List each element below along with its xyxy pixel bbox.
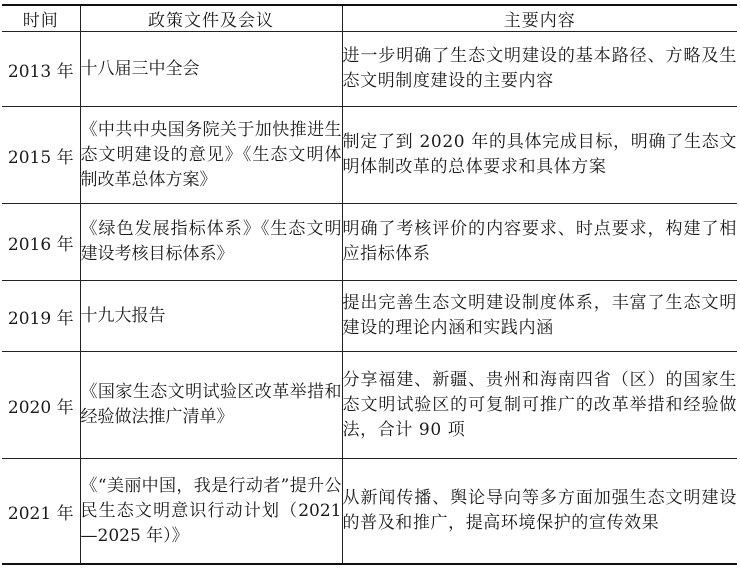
- row-policy-document: 十九大报告: [80, 281, 342, 352]
- header-main-content: 主要内容: [342, 5, 737, 32]
- table-header-row: [2, 5, 737, 32]
- header-year: 时间: [2, 5, 80, 32]
- policy-table: [2, 4, 737, 565]
- row-main-content: 制定了到 2020 年的具体完成目标，明确了生态文明体制改革的总体要求和具体方案: [342, 107, 737, 204]
- row-policy-document: 《中共中央国务院关于加快推进生态文明建设的意见》《生态文明体制改革总体方案》: [80, 107, 342, 204]
- table-row: [2, 204, 737, 281]
- row-main-content: 分享福建、新疆、贵州和海南四省（区）的国家生态文明试验区的可复制可推广的改革举措和经验做法，合计 90 项: [342, 352, 737, 459]
- row-year: 2013 年: [2, 32, 80, 107]
- row-policy-document: 《绿色发展指标体系》《生态文明建设考核目标体系》: [80, 204, 342, 281]
- table-row: [2, 459, 737, 565]
- row-year: 2021 年: [2, 459, 80, 565]
- row-policy-document: 《“美丽中国，我是行动者”提升公民生态文明意识行动计划（2021—2025 年）》: [80, 459, 342, 565]
- header-policy-document: 政策文件及会议: [80, 5, 342, 32]
- table-row: [2, 352, 737, 459]
- row-main-content: 明确了考核评价的内容要求、时点要求，构建了相应指标体系: [342, 204, 737, 281]
- row-year: 2019 年: [2, 281, 80, 352]
- table-row: [2, 107, 737, 204]
- table-row: [2, 32, 737, 107]
- row-policy-document: 《国家生态文明试验区改革举措和经验做法推广清单》: [80, 352, 342, 459]
- row-policy-document: 十八届三中全会: [80, 32, 342, 107]
- row-year: 2016 年: [2, 204, 80, 281]
- row-main-content: 进一步明确了生态文明建设的基本路径、方略及生态文明制度建设的主要内容: [342, 32, 737, 107]
- row-year: 2015 年: [2, 107, 80, 204]
- row-main-content: 从新闻传播、舆论导向等多方面加强生态文明建设的普及和推广，提高环境保护的宣传效果: [342, 459, 737, 565]
- table-row: [2, 281, 737, 352]
- row-main-content: 提出完善生态文明建设制度体系，丰富了生态文明建设的理论内涵和实践内涵: [342, 281, 737, 352]
- row-year: 2020 年: [2, 352, 80, 459]
